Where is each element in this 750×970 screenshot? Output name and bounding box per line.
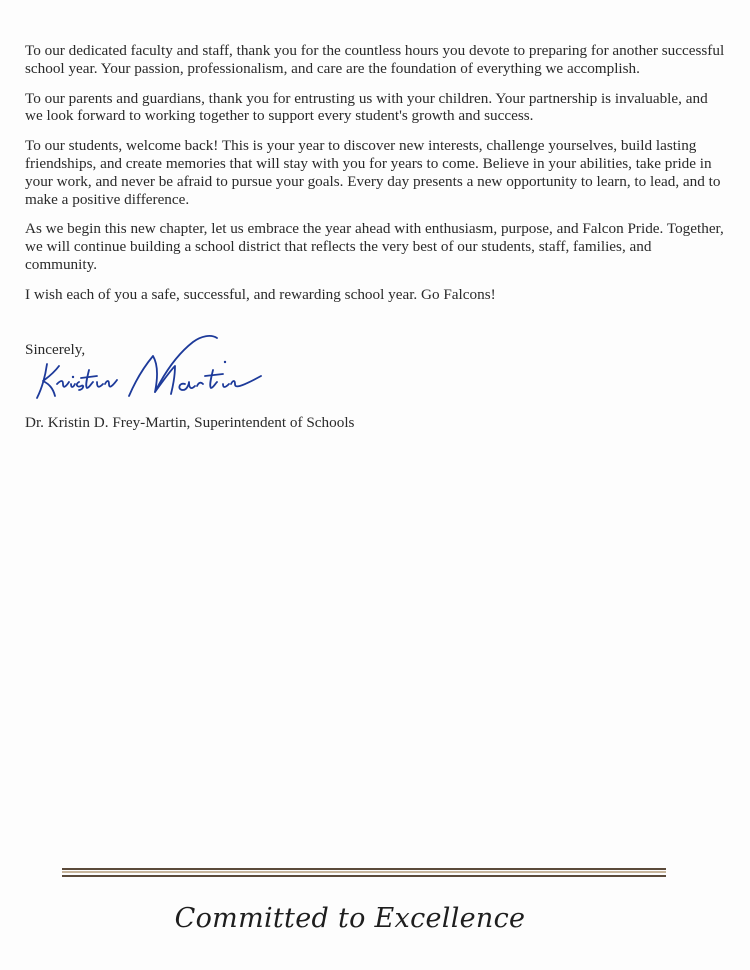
- paragraph-faculty: To our dedicated faculty and staff, thank you for the countless hours you devote to preparing for another successful school year. Your passion, professionalism, and care are the foundation of everything we accomplish.: [25, 42, 725, 77]
- rule-line-dark: [62, 868, 666, 870]
- paragraph-new-chapter: As we begin this new chapter, let us embrace the year ahead with enthusiasm, purpose, and Falcon Pride. Together, we will continue building a school district that reflects the very best of our students, staff, families, and community.: [25, 220, 724, 273]
- paragraph-students: To our students, welcome back! This is your year to discover new interests, challenge yourselves, build lasting friendships, and create memories that will stay with you for years to come. Believe in your abilities, take pride in your work, and never be afraid to pursue your goals. Every day presents a new opportunity to learn, to lead, and to make a positive difference.: [25, 137, 721, 208]
- rule-line-tan: [62, 871, 666, 873]
- letter-body: [25, 42, 725, 316]
- closing-salutation: Sincerely,: [25, 341, 86, 358]
- footer-motto: Committed to Excellence: [174, 903, 526, 934]
- signer-name-title: Dr. Kristin D. Frey-Martin, Superintendent of Schools: [25, 414, 355, 431]
- paragraph-closing-wish: I wish each of you a safe, successful, and rewarding school year. Go Falcons!: [25, 285, 496, 303]
- rule-line-dark: [62, 875, 666, 877]
- handwritten-signature: [25, 326, 285, 410]
- paragraph-parents: To our parents and guardians, thank you for entrusting us with your children. Your partnership is invaluable, and we look forward to working together to support every student's growth and success.: [25, 89, 708, 125]
- footer-double-rule: [62, 868, 666, 880]
